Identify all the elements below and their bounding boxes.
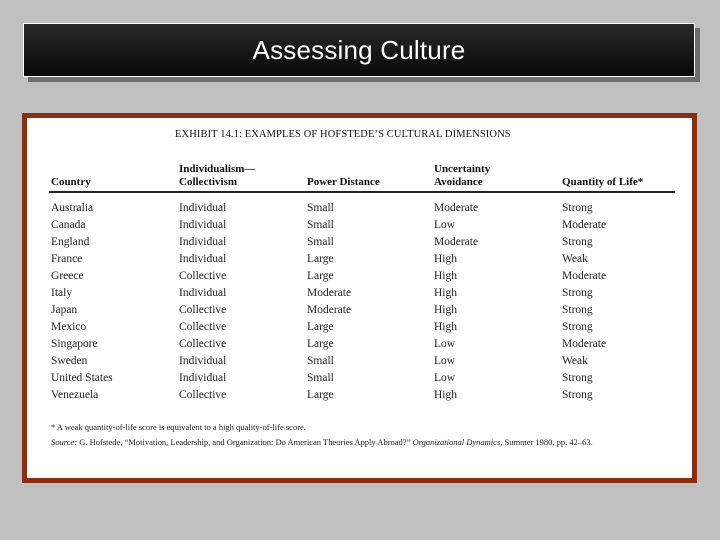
cell-individualism: Individual [179, 287, 227, 299]
cell-quantity-of-life: Moderate [562, 219, 607, 231]
source-citation [51, 437, 593, 447]
cell-quantity-of-life: Strong [562, 202, 593, 214]
table-row [49, 387, 675, 404]
cell-country: Greece [51, 270, 84, 282]
cell-uncertainty-avoidance: Low [434, 338, 456, 350]
cell-uncertainty-avoidance: Moderate [434, 236, 479, 248]
cell-country: Australia [51, 202, 94, 214]
table-row [49, 268, 675, 285]
cell-country: Mexico [51, 321, 87, 333]
cell-individualism: Individual [179, 372, 227, 384]
cell-power-distance: Small [307, 236, 334, 248]
cell-quantity-of-life: Weak [562, 253, 588, 265]
table-header [49, 158, 675, 193]
cell-power-distance: Small [307, 202, 334, 214]
cell-country: Sweden [51, 355, 88, 367]
slide-title: Assessing Culture [252, 34, 466, 65]
title-bar [23, 23, 695, 77]
cell-uncertainty-avoidance: Low [434, 355, 456, 367]
cell-power-distance: Large [307, 321, 334, 333]
table-row [49, 251, 675, 268]
cell-quantity-of-life: Strong [562, 304, 593, 316]
cell-power-distance: Moderate [307, 304, 352, 316]
cell-power-distance: Large [307, 270, 334, 282]
source-text: G. Hofstede, “Motivation, Leadership, and Organization: Do American Theories Apply Abroad?” [77, 437, 411, 447]
cell-quantity-of-life: Strong [562, 389, 593, 401]
cell-uncertainty-avoidance: High [434, 304, 457, 316]
cell-individualism: Individual [179, 219, 227, 231]
footnote: * A weak quantity-of-life score is equivalent to a high quality-of-life score. [51, 422, 306, 432]
cell-individualism: Collective [179, 304, 227, 316]
cell-country: Canada [51, 219, 86, 231]
cell-quantity-of-life: Strong [562, 236, 593, 248]
header-uncertainty-avoidance: Uncertainty Avoidance [434, 163, 491, 188]
cell-country: Singapore [51, 338, 98, 350]
cell-individualism: Collective [179, 270, 227, 282]
table-row [49, 234, 675, 251]
cell-individualism: Individual [179, 253, 227, 265]
cell-quantity-of-life: Weak [562, 355, 588, 367]
cell-quantity-of-life: Strong [562, 321, 593, 333]
cell-individualism: Individual [179, 355, 227, 367]
cell-power-distance: Small [307, 355, 334, 367]
cell-individualism: Individual [179, 236, 227, 248]
table-row [49, 319, 675, 336]
cell-power-distance: Large [307, 338, 334, 350]
cell-uncertainty-avoidance: High [434, 287, 457, 299]
table-row [49, 370, 675, 387]
cell-country: France [51, 253, 83, 265]
cell-country: United States [51, 372, 113, 384]
header-individualism: Individualism— Collectivism [179, 163, 256, 188]
table-row [49, 336, 675, 353]
cell-quantity-of-life: Strong [562, 287, 593, 299]
cell-power-distance: Moderate [307, 287, 352, 299]
header-country: Country [51, 176, 91, 188]
header-power-distance: Power Distance [307, 176, 380, 188]
cell-power-distance: Large [307, 389, 334, 401]
source-label: Source: [51, 437, 78, 447]
table-row [49, 200, 675, 217]
cell-individualism: Collective [179, 321, 227, 333]
cell-individualism: Individual [179, 202, 227, 214]
cell-quantity-of-life: Moderate [562, 338, 607, 350]
cell-quantity-of-life: Moderate [562, 270, 607, 282]
cell-uncertainty-avoidance: Low [434, 372, 456, 384]
cell-uncertainty-avoidance: High [434, 253, 457, 265]
table-body [49, 200, 675, 404]
cell-country: Italy [51, 287, 73, 299]
cell-uncertainty-avoidance: Moderate [434, 202, 479, 214]
cell-uncertainty-avoidance: High [434, 389, 457, 401]
cell-power-distance: Large [307, 253, 334, 265]
cell-uncertainty-avoidance: High [434, 270, 457, 282]
table-row [49, 302, 675, 319]
cell-country: Venezuela [51, 389, 99, 401]
exhibit-title: EXHIBIT 14.1: EXAMPLES OF HOFSTEDE’S CULTURAL DIMENSIONS [175, 129, 511, 140]
cell-individualism: Collective [179, 338, 227, 350]
cell-country: Japan [51, 304, 78, 316]
table-row [49, 217, 675, 234]
cell-power-distance: Small [307, 372, 334, 384]
header-quantity-of-life: Quantity of Life* [562, 176, 644, 188]
cell-uncertainty-avoidance: Low [434, 219, 456, 231]
cell-uncertainty-avoidance: High [434, 321, 457, 333]
cell-country: England [51, 236, 90, 248]
table-row [49, 353, 675, 370]
source-tail: , Summer 1980, pp. 42–63. [500, 437, 593, 447]
exhibit-image [22, 113, 697, 483]
source-journal: Organizational Dynamics [410, 437, 501, 447]
cell-quantity-of-life: Strong [562, 372, 593, 384]
table-row [49, 285, 675, 302]
cell-individualism: Collective [179, 389, 227, 401]
cell-power-distance: Small [307, 219, 334, 231]
